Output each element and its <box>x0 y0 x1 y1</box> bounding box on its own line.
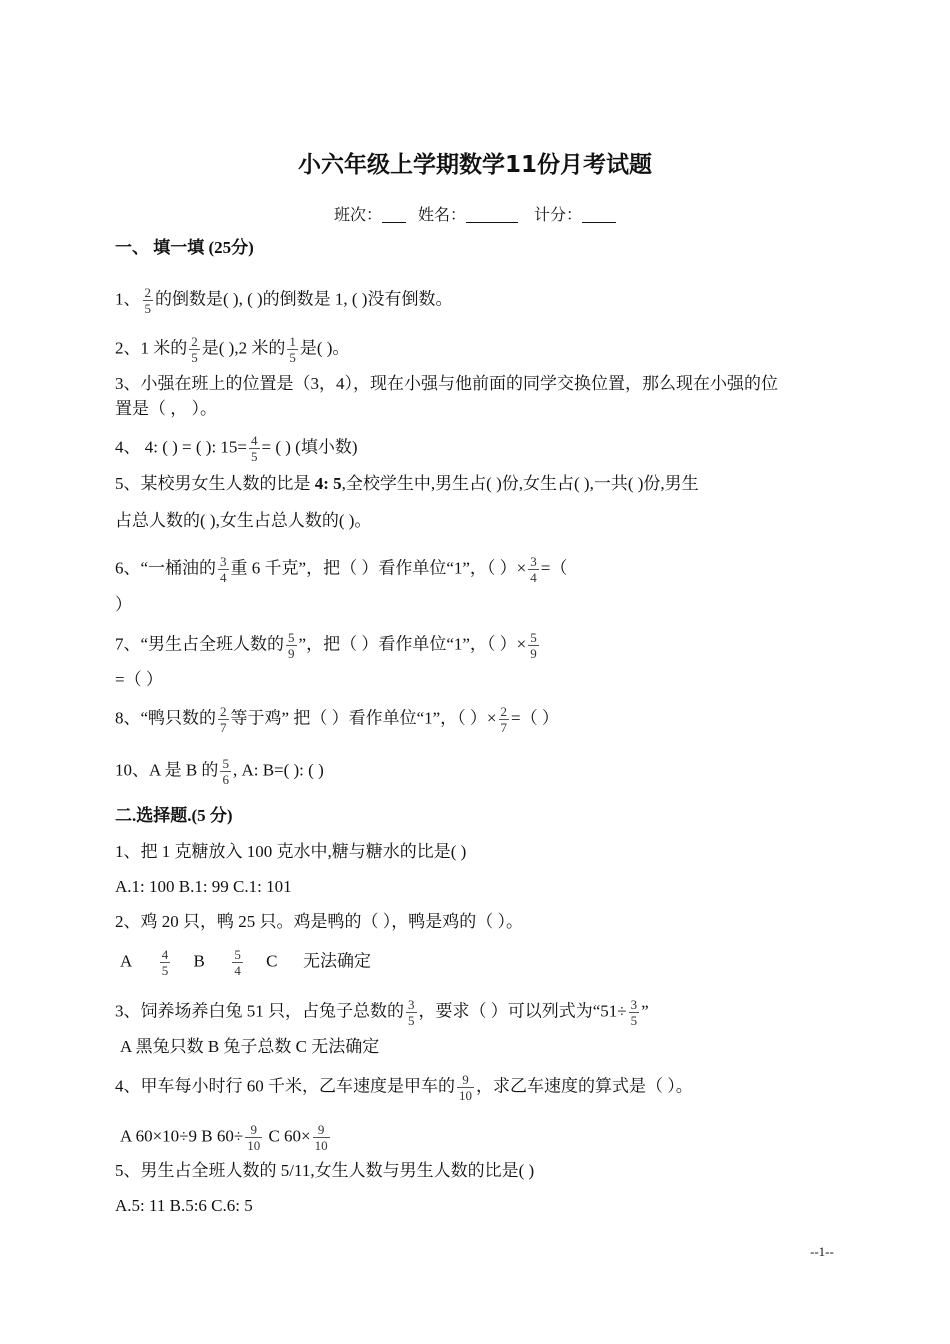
fraction: $\frac{2}{7}$ <box>500 704 508 735</box>
s2-question-5-options: A.5: 11 B.5:6 C.6: 5 <box>115 1196 253 1215</box>
fraction: $\frac{2}{5}$ <box>191 334 198 365</box>
fraction: $\frac{4}{5}$ <box>251 433 258 464</box>
fraction: $\frac{9}{10}$ <box>247 1122 261 1153</box>
section2-heading: 二.选择题.(5 分) <box>115 806 233 825</box>
page-number: --1-- <box>810 1244 834 1259</box>
s2-question-5: 5、男生占全班人数的 5/11,女生人数与男生人数的比是( ) <box>115 1161 535 1180</box>
name-label: 姓名： <box>417 205 466 224</box>
fraction: $\frac{3}{5}$ <box>408 997 415 1028</box>
fraction: $\frac{5}{9}$ <box>530 630 537 661</box>
class-blank <box>382 206 406 223</box>
fraction: $\frac{2}{5}$ <box>144 285 151 316</box>
fraction: $\frac{4}{5}$ <box>161 947 169 978</box>
name-blank <box>466 206 518 223</box>
s1-question-3-line1: 3、小强在班上的位置是（3，4），现在小强与他前面的同学交换位置，那么现在小强的位 <box>115 374 778 393</box>
s1-question-5-line2: 占总人数的( ),女生占总人数的( )。 <box>115 511 372 530</box>
s2-question-3-options: A 黑兔只数 B 兔子总数 C 无法确定 <box>120 1037 380 1056</box>
s2-question-2-options: A $\frac{4}{5}$ B $\frac{5}{4}$ C 无法确定 <box>120 947 371 978</box>
s1-question-8: 8、“鸭只数的 $\frac{2}{7}$ 等于鸡” 把（ ）看作单位“1”，（ ）× $\frac{2}{7}$ =（ ） <box>115 704 559 735</box>
s1-question-6-line2: ） <box>115 595 132 614</box>
s2-question-1-options: A.1: 100 B.1: 99 C.1: 101 <box>115 877 292 896</box>
s1-question-5-line1: 5、某校男女生人数的比是 4: 5,全校学生中,男生占( )份,女生占( ),一共( )份,男生 <box>115 474 699 493</box>
fraction: $\frac{9}{10}$ <box>314 1122 328 1153</box>
s1-question-10: 10、A 是 B 的 $\frac{5}{6}$ , A: B=( ): ( ) <box>115 756 324 787</box>
student-info-line <box>0 202 950 225</box>
fraction: $\frac{3}{5}$ <box>630 997 638 1028</box>
fraction: $\frac{9}{10}$ <box>459 1072 472 1103</box>
s1-question-7-line2: =（ ） <box>115 670 163 689</box>
score-label: 计分： <box>534 205 583 224</box>
score-blank <box>582 206 616 223</box>
fraction: $\frac{5}{6}$ <box>222 756 229 787</box>
s1-question-6: 6、“一桶油的 $\frac{3}{4}$ 重 6 千克”，把（ ）看作单位“1”，（ ）× $\frac{3}{4}$ =（ <box>115 554 568 585</box>
s1-question-2: 2、1 米的 $\frac{2}{5}$ 是( ),2 米的 $\frac{1}{5}$ 是( )。 <box>115 334 350 365</box>
fraction: $\frac{5}{4}$ <box>234 947 241 978</box>
s2-question-3: 3、饲养场养白兔 51 只，占兔子总数的 $\frac{3}{5}$ ，要求（ ）可以列式为“51÷ $\frac{3}{5}$ ” <box>115 997 649 1028</box>
fraction: $\frac{1}{5}$ <box>289 334 296 365</box>
s1-question-7: 7、“男生占全班人数的 $\frac{5}{9}$ ”，把（ ）看作单位“1”，（ ）× $\frac{5}{9}$ <box>115 630 537 661</box>
fraction: $\frac{2}{7}$ <box>220 704 227 735</box>
s2-question-4: 4、甲车每小时行 60 千米，乙车速度是甲车的 $\frac{9}{10}$ ，求乙车速度的算式是（ ）。 <box>115 1072 693 1103</box>
s1-question-1: 1、 $\frac{2}{5}$ 的倒数是( ), ( )的倒数是 1, ( )没有倒数。 <box>115 285 453 316</box>
fraction: $\frac{3}{4}$ <box>530 554 537 585</box>
s2-question-4-options: A 60×10÷9 B 60÷ $\frac{9}{10}$ C 60× $\frac{9}{10}$ <box>120 1122 328 1153</box>
section1-heading: 一、 填一填 (25分) <box>115 238 254 257</box>
fraction: $\frac{5}{9}$ <box>288 630 295 661</box>
exam-title: 小六年级上学期数学11份月考试题 <box>297 152 652 178</box>
class-label: 班次： <box>333 205 382 224</box>
s1-question-4: 4、 4: ( ) = ( ): 15= $\frac{4}{5}$ = ( ) (填小数) <box>115 433 358 464</box>
s1-question-3-line2: 置是（ ， ）。 <box>115 399 217 418</box>
fraction: $\frac{3}{4}$ <box>220 554 227 585</box>
s2-question-2: 2、鸡 20 只，鸭 25 只。鸡是鸭的（ ），鸭是鸡的（ ）。 <box>115 912 523 931</box>
s2-question-1: 1、把 1 克糖放入 100 克水中,糖与糖水的比是( ) <box>115 842 467 861</box>
